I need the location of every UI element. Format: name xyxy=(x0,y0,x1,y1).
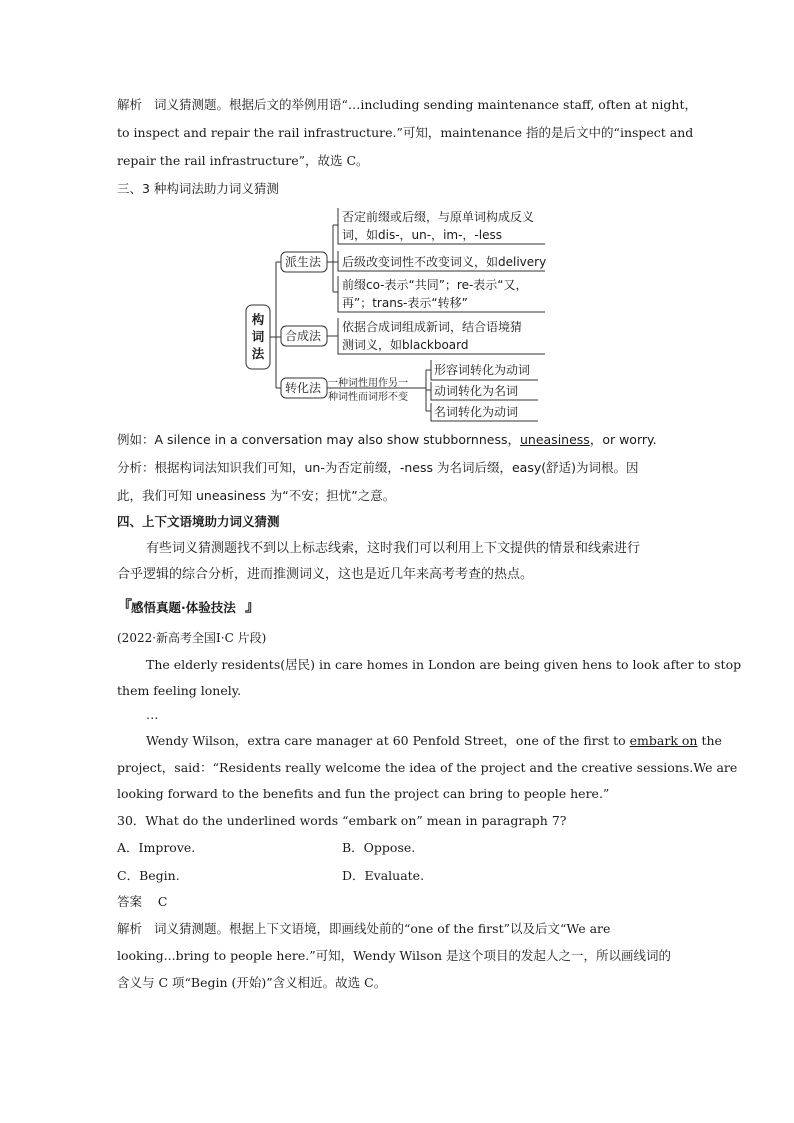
analysis-text: 词义猜测题。根据后文的举例用语“…including sending maintenance staff, often at night， xyxy=(153,97,697,112)
analysis-label: 解析 xyxy=(117,97,143,112)
analysis-label-2: 解析 xyxy=(117,921,143,936)
passage-line-4: project，said：“Residents really welcome the idea of the project and the creative sessions.We are xyxy=(117,760,738,775)
example-sentence xyxy=(117,432,657,448)
analysis-paragraph-2-line-3: 含义与 C 项“Begin (开始)”含义相近。故选 C。 xyxy=(117,975,387,990)
underlined-phrase: embark on xyxy=(629,733,698,748)
analysis-paragraph-1-line-1 xyxy=(117,97,697,113)
passage-line-5: looking forward to the benefits and fun the project can bring to people here.” xyxy=(117,786,610,801)
answer-line xyxy=(117,894,168,910)
conversion-middle-line-2: 种词性而词形不变 xyxy=(328,392,408,403)
derivation-item-2: 后级改变词性不改变词义，如delivery xyxy=(342,255,547,269)
branch-derivation: 派生法 xyxy=(285,255,322,269)
bracket-left-icon: 『 xyxy=(117,597,133,615)
root-char-3: 法 xyxy=(251,346,265,361)
example-analysis-line-2: 此，我们可知 uneasiness 为“不安；担忧”之意。 xyxy=(117,488,396,503)
conversion-item-1: 形容词转化为动词 xyxy=(434,363,531,377)
analysis-paragraph-2-line-2: looking...bring to people here.”可知，Wendy Wilson 是这个项目的发起人之一，所以画线词的 xyxy=(117,948,671,963)
conversion-middle-line-1: 一种词性用作另一 xyxy=(328,378,408,389)
derivation-item-1-line-1: 否定前缀或后缀，与原单词构成反义 xyxy=(342,210,535,224)
branch-conversion: 转化法 xyxy=(285,381,322,395)
source-note: (2022·新高考全国Ⅰ·C 片段) xyxy=(117,631,267,645)
passage-line-2: them feeling lonely. xyxy=(117,683,242,698)
example-post: ，or worry. xyxy=(589,432,657,447)
answer-value: C xyxy=(157,894,168,909)
section-heading-4: 四、上下文语境助力词义猜测 xyxy=(117,514,280,529)
context-paragraph-line-2: 合乎逻辑的综合分析，进而推测词义，这也是近几年来高考考查的热点。 xyxy=(117,567,534,582)
example-pre: 例如：A silence in a conversation may also show stubbornness， xyxy=(117,432,520,447)
bracket-right-icon: 』 xyxy=(245,597,261,615)
analysis-text-2: 词义猜测题。根据上下文语境，即画线处前的“one of the first”以及后文“We are xyxy=(153,921,611,936)
option-d: D．Evaluate. xyxy=(342,868,425,883)
root-box xyxy=(246,305,270,369)
passage-ellipsis: … xyxy=(146,707,159,722)
question-text: 30．What do the underlined words “embark on” mean in paragraph 7? xyxy=(117,813,567,828)
branch-box-1 xyxy=(281,252,327,272)
passage-line-3-post: the xyxy=(697,733,722,748)
section-heading-3: 三、3 种构词法助力词义猜测 xyxy=(117,181,279,196)
example-underlined-word: uneasiness xyxy=(519,432,590,447)
branch-compounding: 合成法 xyxy=(285,329,322,343)
example-analysis-line-1: 分析：根据构词法知识我们可知，un-为否定前缀，-ness 为名词后缀，easy(舒适)为词根。因 xyxy=(117,460,639,475)
answer-label: 答案 xyxy=(117,894,143,909)
analysis-paragraph-2-line-1 xyxy=(117,921,610,937)
option-b: B．Oppose. xyxy=(342,840,416,855)
conversion-item-3: 名词转化为动词 xyxy=(434,405,519,419)
branch-box-3 xyxy=(281,378,327,398)
compounding-item-line-1: 依据合成词组成新词，结合语境猜 xyxy=(342,320,523,334)
option-c: C．Begin. xyxy=(117,868,180,883)
derivation-item-3-line-1: 前缀co-表示“共同”；re-表示“又， xyxy=(342,278,528,292)
analysis-paragraph-1-line-2: to inspect and repair the rail infrastructure.”可知，maintenance 指的是后文中的“inspect and xyxy=(117,125,694,140)
passage-line-1: The elderly residents(居民) in care homes in London are being given hens to look after to stop xyxy=(146,657,742,672)
passage-line-3-pre: Wendy Wilson，extra care manager at 60 Penfold Street，one of the first to xyxy=(146,733,630,748)
root-char-1: 构 xyxy=(251,312,265,327)
diagram-root xyxy=(246,311,270,362)
analysis-paragraph-1-line-3: repair the rail infrastructure”，故选 C。 xyxy=(117,153,369,168)
root-char-2: 词 xyxy=(251,329,265,344)
section-tag-text: 感悟真题·体验技法 xyxy=(131,600,236,615)
conversion-item-2: 动词转化为名词 xyxy=(434,384,519,398)
passage-line-3 xyxy=(146,733,722,749)
context-paragraph-line-1: 有些词义猜测题找不到以上标志线索，这时我们可以利用上下文提供的情景和线索进行 xyxy=(146,541,641,556)
compounding-item-line-2: 测词义，如blackboard xyxy=(342,338,469,352)
option-a: A．Improve. xyxy=(117,840,196,855)
derivation-item-3-line-2: 再”；trans-表示“转移” xyxy=(342,296,468,310)
derivation-item-1-line-2: 词，如dis-，un-，im-，-less xyxy=(342,228,502,242)
branch-box-2 xyxy=(281,326,327,346)
